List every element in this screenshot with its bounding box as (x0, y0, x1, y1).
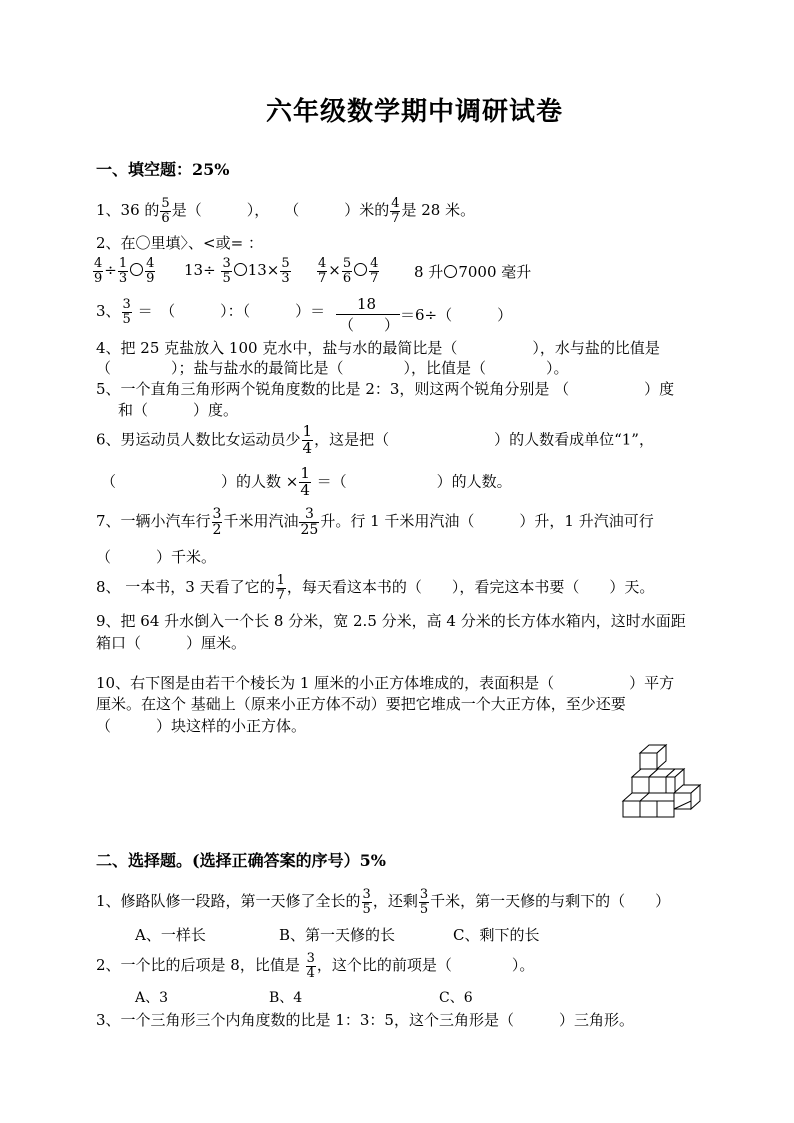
s1-q4-line2: （ ）；盐与盐水的最简比是（ ），比值是（ ）。 (96, 359, 569, 377)
s1-q2-expr-4: 8 升 7000 毫升 (414, 263, 532, 281)
s1-q6-line1: 6、男运动员人数比女运动员少 $\frac{1}{4}$ ，这是把（ ）的人数看成单位“1”， (96, 422, 654, 457)
s1-q10-line2: 厘米。在这个 基础上（原来小正方体不动）要把它堆成一个大正方体，至少还要 (96, 695, 626, 713)
s1-q7-fraction-1: $\frac{3}{2}$ (212, 506, 222, 538)
s2-q2-fraction: $\frac{3}{4}$ (306, 951, 315, 981)
s2-q1-fraction-2: $\frac{3}{5}$ (419, 887, 429, 917)
s1-q3: 3、 $\frac{3}{5}$ ＝ （ ）：（ ）＝ (96, 297, 326, 327)
s1-q8: 8、 一本书，3 天看了它的 $\frac{1}{7}$ ，每天看这本书的（ ），看完这本书要（ ）天。 (96, 573, 655, 603)
s1-q2-line1: 2、在〇里填〉、<或= ： (96, 234, 263, 252)
s1-q1-text-c: 是 28 米。 (401, 201, 476, 220)
s1-q7-line1: 7、一辆小汽车行 $\frac{3}{2}$ 千米用汽油 $\frac{3}{25}$ 升。行 1 千米用汽油（ ）升，1 升汽油可行 (96, 506, 654, 538)
s1-q6-fraction: $\frac{1}{4}$ (302, 422, 313, 457)
s1-q3-big-fraction-den: （ ） (339, 316, 400, 334)
s1-q1-text-a: 1、36 的 (96, 201, 160, 220)
s2-q1-option-b[interactable]: B、第一天修的长 (279, 926, 396, 944)
s1-q10-line3: （ ）块这样的小正方体。 (96, 717, 307, 735)
s1-q10-line1: 10、右下图是由若干个棱长为 1 厘米的小正方体堆成的，表面积是（ ）平方 (96, 674, 675, 692)
s1-q1-fraction-1: $\frac{5}{6}$ (161, 196, 170, 226)
s1-q6-fraction-2: $\frac{1}{4}$ (300, 464, 310, 499)
s1-q7-line2: （ ）千米。 (96, 548, 217, 566)
s2-q1-option-a[interactable]: A、一样长 (135, 926, 206, 944)
compare-circle-1[interactable] (130, 263, 143, 276)
page-title: 六年级数学期中调研试卷 (266, 97, 564, 127)
s1-q1-fraction-2: $\frac{4}{7}$ (391, 196, 400, 226)
s1-q2-expr-2: 13÷ $\frac{3}{5}$ 13× $\frac{5}{3}$ (184, 256, 290, 286)
section1-heading: 一、填空题：25% (96, 160, 230, 179)
s2-q1: 1、修路队修一段路，第一天修了全长的 $\frac{3}{5}$ ，还剩 $\frac{3}{5}$ 千米，第一天修的与剩下的（ ） (96, 887, 671, 917)
s1-q3-fraction: $\frac{3}{5}$ (122, 297, 131, 327)
s1-q6-line2: （ ）的人数 × $\frac{1}{4}$ ＝（ ）的人数。 (101, 464, 512, 499)
s1-q7-fraction-2: $\frac{3}{25}$ (300, 506, 319, 538)
s2-q2: 2、一个比的后项是 8，比值是 $\frac{3}{4}$ ，这个比的前项是（ ）。 (96, 951, 535, 981)
compare-circle-2[interactable] (234, 263, 247, 276)
s2-q2-option-b[interactable]: B、4 (269, 990, 303, 1006)
section2-heading: 二、选择题。(选择正确答案的序号）5% (96, 851, 386, 870)
s1-q3-big-fraction-num: 18 (357, 295, 377, 313)
s1-q8-fraction: $\frac{1}{7}$ (276, 573, 285, 603)
compare-circle-3[interactable] (354, 263, 367, 276)
s2-q3: 3、一个三角形三个内角度数的比是 1：3：5，这个三角形是（ ）三角形。 (96, 1011, 634, 1029)
s1-q9-line1: 9、把 64 升水倒入一个长 8 分米，宽 2.5 分米，高 4 分米的长方体水箱内，这时水面距 (96, 612, 686, 630)
s1-q5-line2: 和（ ）度。 (118, 401, 239, 419)
s1-q5-line1: 5、一个直角三角形两个锐角度数的比是 2：3，则这两个锐角分别是 （ ）度 (96, 380, 675, 398)
s2-q1-fraction-1: $\frac{3}{5}$ (362, 887, 371, 917)
s1-q4-line1: 4、把 25 克盐放入 100 克水中，盐与水的最简比是（ ），水与盐的比值是 (96, 339, 660, 357)
s1-q2-expr-1: $\frac{4}{9}$ ÷ $\frac{1}{3}$ $\frac{4}{9}$ (94, 256, 155, 286)
cube-stack-diagram (618, 740, 710, 820)
s1-q9-line2: 箱口（ ）厘米。 (96, 634, 247, 652)
compare-circle-4[interactable] (444, 265, 457, 278)
s1-q3-big-fraction-line (336, 314, 400, 315)
s1-q1 (96, 197, 475, 225)
s1-q3-end: ＝6÷（ ） (400, 306, 513, 324)
s1-q1-text-b: 是（ ）， （ ）米的 (171, 201, 390, 220)
s1-q2-expr-3: $\frac{4}{7}$ × $\frac{5}{6}$ $\frac{4}{7}$ (318, 256, 379, 286)
s2-q1-option-c[interactable]: C、剩下的长 (453, 926, 540, 944)
s2-q2-option-c[interactable]: C、6 (439, 990, 473, 1006)
s2-q2-option-a[interactable]: A、3 (135, 990, 169, 1006)
